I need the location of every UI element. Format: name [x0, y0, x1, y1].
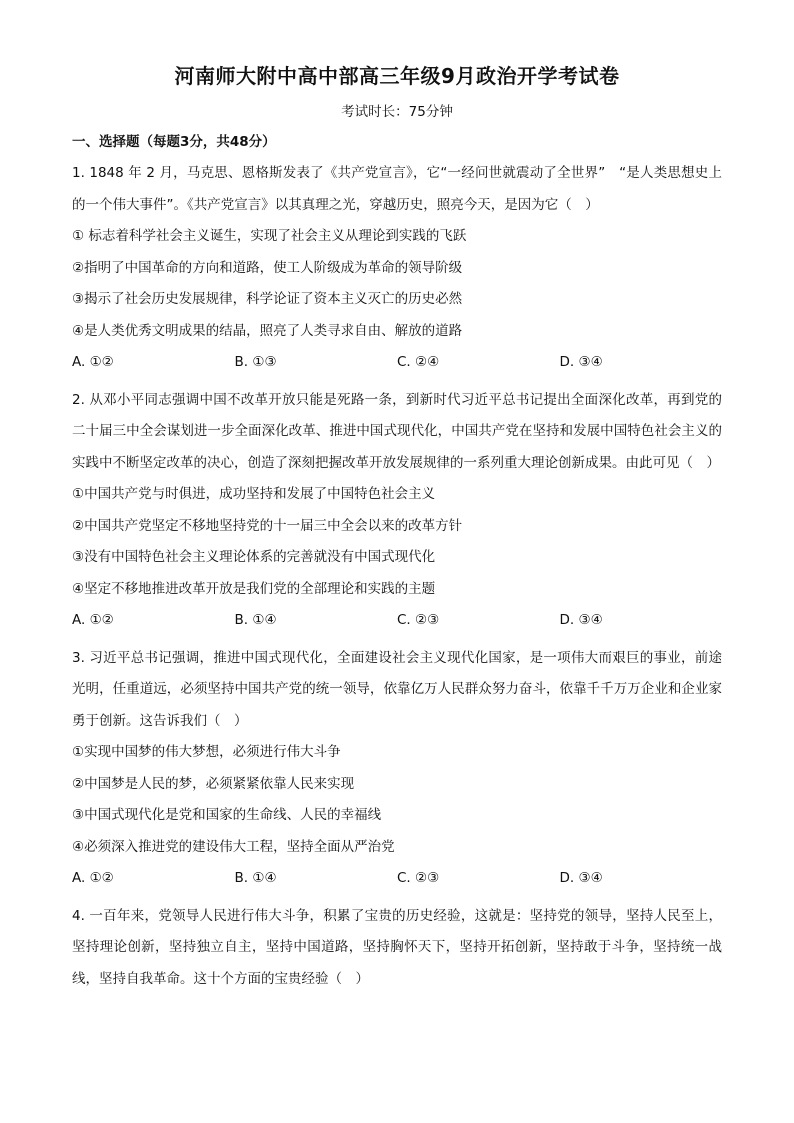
- answer-choices: [72, 347, 722, 379]
- question-option: ①中国共产党与时俱进，成功坚持和发展了中国特色社会主义: [72, 486, 436, 502]
- question-option: ②中国共产党坚定不移地坚持党的十一届三中全会以来的改革方针: [72, 517, 463, 534]
- answer-choice-b: B. ①④: [234, 870, 277, 886]
- exam-page: [72, 62, 722, 995]
- question-stem: 3. 习近平总书记强调，推进中国式现代化，全面建设社会主义现代化国家，是一项伟大而艰巨的事业，前途光明，任重道远，必须坚持中国共产党的统一领导，依靠亿万人民群众努力奋斗，依靠千千万万企业和企业家勇于创新。这告诉我们（ ）: [72, 649, 722, 729]
- answer-choice-a: A. ①②: [72, 612, 114, 628]
- question-option: ④坚定不移地推进改革开放是我们党的全部理论和实践的主题: [72, 580, 436, 597]
- answer-choice-a: A. ①②: [72, 870, 114, 886]
- exam-duration: 考试时长：75分钟: [341, 104, 453, 120]
- answer-choice-c: C. ②④: [397, 354, 440, 370]
- answer-choice-b: B. ①④: [234, 612, 277, 628]
- answer-choices: [72, 863, 722, 895]
- answer-choice-c: C. ②③: [397, 870, 440, 886]
- answer-choices: [72, 605, 722, 637]
- answer-choice-a: A. ①②: [72, 354, 114, 370]
- answer-choice-d: D. ③④: [559, 612, 603, 628]
- question-1: [72, 158, 722, 379]
- answer-choice-d: D. ③④: [559, 870, 603, 886]
- question-option: ① 标志着科学社会主义诞生，实现了社会主义从理论到实践的飞跃: [72, 228, 467, 244]
- question-option: ④是人类优秀文明成果的结晶，照亮了人类寻求自由、解放的道路: [72, 322, 463, 339]
- question-stem: 4. 一百年来，党领导人民进行伟大斗争，积累了宝贵的历史经验，这就是：坚持党的领导，坚持人民至上，坚持理论创新，坚持独立自主，坚持中国道路，坚持胸怀天下，坚持开拓创新，坚持敢于斗争，坚持统一战线，坚持自我革命。这十个方面的宝贵经验（ ）: [72, 907, 722, 987]
- answer-choice-c: C. ②③: [397, 612, 440, 628]
- question-option: ③中国式现代化是党和国家的生命线、人民的幸福线: [72, 807, 382, 823]
- question-2: [72, 385, 722, 637]
- question-option: ②中国梦是人民的梦，必须紧紧依靠人民来实现: [72, 775, 355, 792]
- answer-choice-d: D. ③④: [559, 354, 603, 370]
- question-option: ②指明了中国革命的方向和道路，使工人阶级成为革命的领导阶级: [72, 259, 463, 276]
- question-option: ③没有中国特色社会主义理论体系的完善就没有中国式现代化: [72, 549, 436, 565]
- section-heading: 一、选择题（每题3分，共48分）: [72, 134, 276, 150]
- question-option: ③揭示了社会历史发展规律，科学论证了资本主义灭亡的历史必然: [72, 291, 463, 307]
- answer-choice-b: B. ①③: [234, 354, 277, 370]
- question-4: [72, 901, 722, 996]
- question-3: [72, 643, 722, 895]
- question-stem: 2. 从邓小平同志强调中国不改革开放只能是死路一条，到新时代习近平总书记提出全面深化改革，再到党的二十届三中全会谋划进一步全面深化改革、推进中国式现代化，中国共产党在坚持和发展中国特色社会主义的实践中不断坚定改革的决心，创造了深刻把握改革开放发展规律的一系列重大理论创新成果。由此可见（ ）: [72, 391, 722, 471]
- question-option: ①实现中国梦的伟大梦想，必须进行伟大斗争: [72, 744, 341, 760]
- question-option: ④必须深入推进党的建设伟大工程，坚持全面从严治党: [72, 838, 395, 855]
- question-stem: 1. 1848 年 2 月，马克思、恩格斯发表了《共产党宣言》，它“一经问世就震动了全世界” “是人类思想史上的一个伟大事件”。《共产党宣言》以其真理之光，穿越历史，照亮今天，是因为它（ ）: [72, 165, 722, 213]
- exam-title: 河南师大附中高中部高三年级9月政治开学考试卷: [174, 64, 620, 88]
